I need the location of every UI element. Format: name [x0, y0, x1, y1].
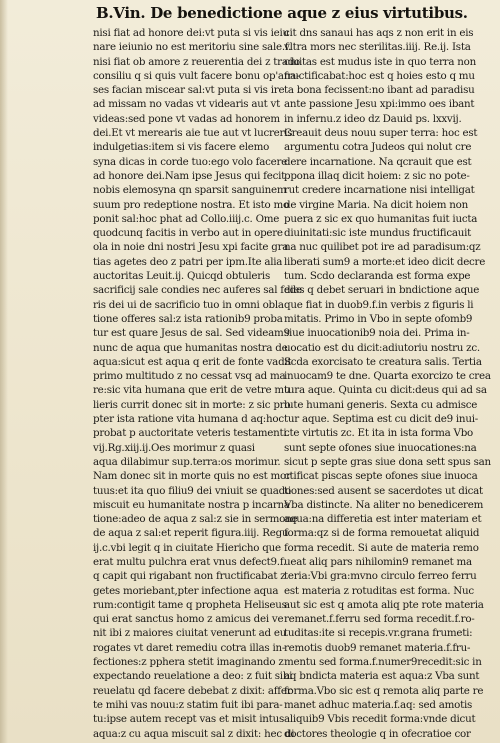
right-column-line: uocatio est du dicit:adiutoriu nostru zc. [284, 341, 480, 354]
left-column-line: rum:contigit tame q propheta Heliseus [93, 598, 287, 611]
right-column-line: aliquib9 Vbis recedit forma:vnde dicut [284, 713, 476, 726]
left-column-line: pter ista ratione vita humana d aq:hoc [93, 413, 284, 426]
left-column-line: ris dei ui de sacrificio tuo in omni obla [93, 298, 284, 311]
left-column-line: vij.Rg.xiij.ij.Oes morimur z quasi [93, 441, 255, 454]
right-column-line: in infernu.z ideo dz Dauid ps. lxxvij. [284, 112, 462, 125]
right-column-line: diuinitati:sic iste mundus fructificauit [284, 227, 472, 240]
right-column-line: inuocam9 te dne. Quarta exorcizo te crea [284, 370, 491, 383]
right-column-line: dere incarnatione. Na qcrauit que est [284, 155, 472, 168]
right-column-line: forma recedit. Si aute de materia remo [284, 541, 479, 554]
right-column-line: forma:qz si de forma remouetat aliquid [284, 527, 480, 540]
right-column-line: ante passione Jesu xpi:immo oes ibant [284, 98, 475, 111]
right-column-line: mitatis. Primo in Vbo in septe ofomb9 [284, 312, 473, 325]
left-column-line: tione offeres sal:z ista rationib9 proba [93, 312, 283, 325]
left-column-line: videas:sed pone vt vadas ad honorem [93, 112, 280, 125]
left-column-line: nare ieiunio no est meritoriu sine sale.f. [93, 41, 292, 54]
right-column-line: Scda exorcisato te creatura salis. Tertia [284, 355, 482, 368]
page-gutter-shadow [0, 0, 8, 743]
right-column-line: puera z sic ex quo humanitas fuit iucta [284, 212, 478, 225]
right-column-line: lute humani generis. Sexta cu admisce [284, 398, 478, 411]
left-text-column [93, 26, 302, 740]
left-column-line: consiliu q si quis vult facere bonu op'ana- [93, 69, 300, 82]
right-column-line: tum. Scdo declaranda est forma expe [284, 270, 471, 283]
right-column-line: tiones:sed ausent se sacerdotes ut dicat [284, 484, 483, 497]
left-column-line: miscuit eu humanitate nostra p incarna [93, 498, 290, 511]
left-column-line: expectando reuelatione a deo: z fuit sibi [93, 670, 293, 683]
left-column-line: nit ibi z maiores ciuitat venerunt ad eu [93, 627, 287, 640]
left-column-line: nisi fiat ad honore dei:vt puta si vis ieiu [93, 27, 289, 39]
left-column-line: ponit sal:hoc phat ad Collo.iiij.c. Ome [93, 212, 280, 225]
left-column-line: ad missam no vadas vt videaris aut vt [93, 98, 280, 111]
left-column-line: tur est quare Jesus de sal. Sed videam9 [93, 327, 290, 340]
running-head: B.Vin. De benedictione aque z eius virtutibus. [96, 4, 468, 22]
right-column-line: rut credere incarnatione nisi intelligat [284, 184, 475, 197]
left-column-line: ad honore dei.Nam ipse Jesus qui fecit [93, 169, 286, 182]
right-column-line: dies q debet seruari in bndictione aque [284, 284, 480, 297]
left-column-line: probat p auctoritate veteris testamenti. [93, 427, 290, 440]
left-column-line: aqua:sicut est aqua q erit de fonte vadit [93, 355, 292, 368]
left-column-line: primo multitudo z no cessat vsq ad ma [93, 370, 286, 383]
right-column-line: remanet.f.ferru sed forma recedit.f.ro- [284, 613, 475, 626]
left-column-line: tias agetes deo z patri per ipm.Ite alia [93, 255, 283, 268]
left-column-line: Nam donec sit in morte quis no est mor [93, 470, 291, 483]
left-column-line: reuelatu qd facere debebat z dixit: affer [93, 684, 292, 697]
right-column-line: remotis duob9 remanet materia.f.fru- [284, 641, 471, 654]
left-column-line: quodcunq facitis in verbo aut in opere [93, 227, 283, 240]
left-column-line: q capit qui rigabant non fructificabat z [93, 570, 286, 583]
right-column-line: cte virtutis zc. Et ita in ista forma Vbo [284, 427, 473, 440]
right-column-line: forma.Vbo sic est q remota aliq parte re [284, 684, 484, 697]
right-column-line: Creauit deus nouu super terra: hoc est [284, 127, 478, 140]
right-column-line: aq bndicta materia est aqua:z Vba sunt [284, 670, 480, 683]
right-column-line: Vba distincte. Na aliter no benedicerem [284, 498, 484, 511]
left-column-line: dei.Et vt merearis aie tue aut vt lucreris [93, 127, 293, 140]
left-column-line: qui erat sanctus homo z amicus dei ve [93, 613, 284, 626]
right-column-line: mentu sed forma.f.numer9recedit:sic in [284, 656, 482, 669]
left-column-line: nunc de aqua que humanitas nostra de [93, 341, 288, 354]
left-column-line: re:sic vita humana que erit de vetre mu [93, 384, 291, 397]
left-column-line: lieris currit donec sit in morte: z sic pro [93, 398, 291, 411]
right-column-line: est materia z rotuditas est forma. Nuc [284, 584, 474, 597]
right-column-line: sunt septe ofones siue inuocationes:na [284, 441, 477, 454]
left-column-line: ij.c.vbi legit q in ciuitate Hiericho que [93, 541, 281, 554]
left-column-line: nobis elemosyna qn sparsit sanguinem [93, 184, 287, 197]
right-column-line: ueat aliq pars nihilomin9 remanet ma [284, 555, 472, 568]
left-column-line: getes moriebant,pter infectione aqua [93, 584, 279, 597]
left-column-line: fectiones:z pphera stetit imaginando z [93, 656, 284, 669]
right-column-line: vltra mors nec sterilitas.iiij. Re.ij. Ista [284, 41, 471, 54]
left-column-line: de aqua z sal:et reperit figura.iiij. Regu [93, 527, 289, 540]
right-column-line: ppona illaq dicit hoiem: z sic no pote- [284, 169, 470, 182]
right-text-column [284, 26, 491, 740]
right-column-line: tuditas:ite si recepis.vr.grana frumeti: [284, 627, 473, 640]
right-column-line: ciuitas est mudus iste in quo terra non [284, 55, 476, 68]
left-column-line: erat multu pulchra erat vnus defect9.f. [93, 555, 287, 568]
right-column-line: cit dns sanaui has aqs z non erit in eis [284, 27, 474, 39]
right-column-line: que fiat in duob9.f.in verbis z figuris li [284, 298, 474, 311]
left-column-line: te mihi vas nouu:z statim fuit ibi para- [93, 698, 283, 711]
left-column-line: tuus:et ita quo filiu9 dei vniuit se quado [93, 484, 291, 497]
left-column-line: sacrificij sale condies nec auferes sal fede [93, 284, 302, 297]
right-column-line: aut sic est q amota aliq pte rote materia [284, 598, 484, 611]
right-column-line: ta bona fecissent:no ibant ad paradisu [284, 84, 475, 97]
left-column-line: tu:ipse autem recept vas et misit intus [93, 713, 284, 726]
left-column-line: aqua:z cu aqua miscuit sal z dixit: hec di [93, 727, 295, 740]
right-column-line: liberati sum9 a morte:et ideo dicit decre [284, 255, 486, 268]
left-column-line: tione:adeo de aqua z sal:z sie in sermone [93, 513, 298, 526]
right-column-line: argumentu cotra Judeos qui nolut cre [284, 141, 472, 154]
right-column-line: siue inuocationib9 noia dei. Prima in- [284, 327, 470, 340]
right-column-line: de virgine Maria. Na dicit hoiem non [284, 198, 468, 211]
left-column-line: rogates vt daret remediu cotra illas in- [93, 641, 286, 654]
left-column-line: suum pro redeptione nostra. Et isto mo [93, 198, 289, 211]
left-column-line: nisi fiat ob amore z reuerentia dei z trado [93, 55, 301, 68]
right-column-line: ctificat piscas septe ofones siue inuoca [284, 470, 478, 483]
right-column-line: manet adhuc materia.f.aq: sed amotis [284, 698, 473, 711]
left-column-line: syna dicas in corde tuo:ego volo facere [93, 155, 287, 168]
right-column-line: tura aque. Quinta cu dicit:deus qui ad sa [284, 384, 487, 397]
left-column-line: auctoritas Leuit.ij. Quicqd obtuleris [93, 270, 271, 283]
left-column-line: ses facian miscear sal:vt puta si vis ire [93, 84, 285, 97]
right-column-line: doctores theologie q in ofecratioe cor [284, 727, 471, 740]
left-column-line: ola in noie dni nostri Jesu xpi facite gra [93, 241, 289, 254]
right-column-line: tur aque. Septima est cu dicit de9 inui- [284, 413, 478, 426]
right-column-line: sicut p septe gras siue dona sett spus san [284, 455, 491, 468]
right-column-line: teria:Vbi gra:mvno circulo ferreo ferru [284, 570, 477, 583]
left-column-line: aqua dilabimur sup.terra:os morimur. [93, 455, 281, 468]
right-column-line: na nuc quilibet pot ire ad paradisum:qz [284, 241, 481, 254]
left-column-line: indulgetias:item si vis facere elemo [93, 141, 270, 154]
right-column-line: aqua:na differetia est inter materiam et [284, 513, 482, 526]
right-column-line: fructificabat:hoc est q hoies esto q mu [284, 69, 475, 82]
